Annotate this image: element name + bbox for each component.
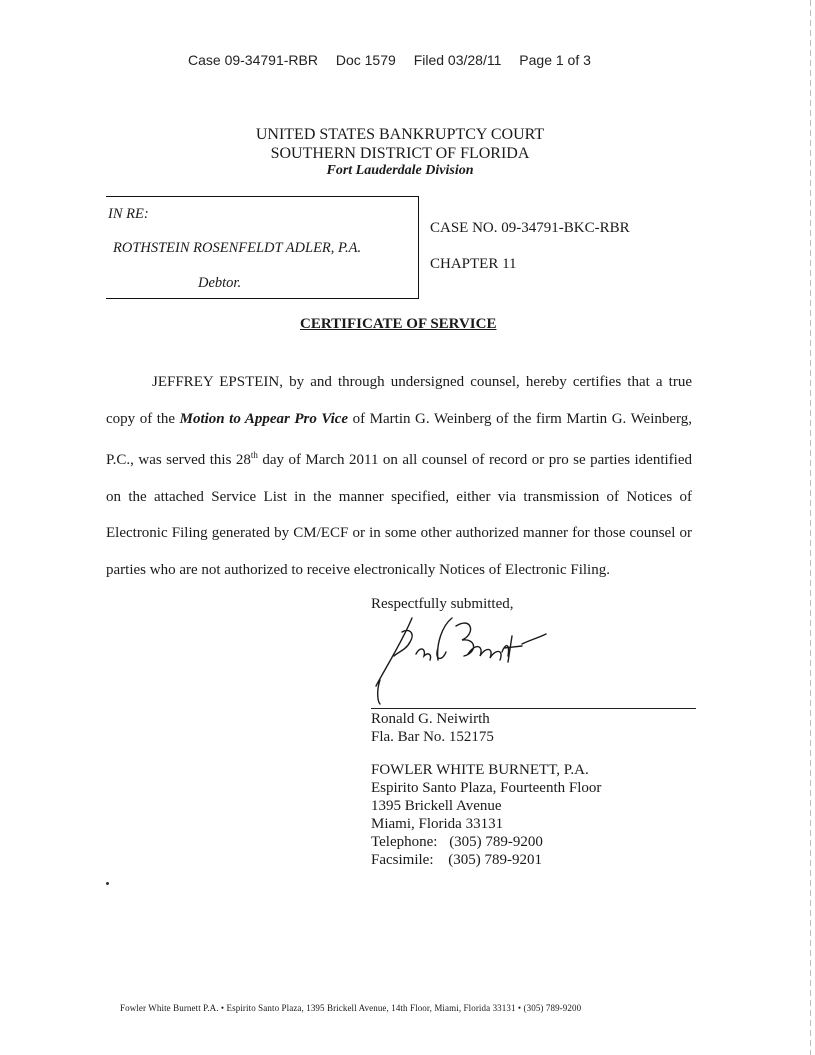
telephone [371,834,543,851]
header-page: Page 1 of 3 [519,52,591,68]
signature-line [371,708,696,709]
debtor-label: Debtor. [198,275,242,291]
body-text-3: day of March 2011 on all counsel of record or pro se parties identified on the attached Service List in the manner specified, either via transmission of Notices of Electronic Filing generated by CM/ECF or in some other authorized manner for those counsel or parties who are not authorized to receive electronically Notices of Electronic Filing. [106,452,692,578]
bar-number: Fla. Bar No. 152175 [371,729,494,745]
firm-name: FOWLER WHITE BURNETT, P.A. [371,762,589,778]
body-text-1: JEFFREY EPSTEIN, by and through undersigned counsel, hereby certifies that a true copy of the [106,374,692,427]
motion-title: Motion to Appear Pro Vice [179,410,349,427]
facsimile-number: (305) 789-9201 [448,852,542,868]
document-title: CERTIFICATE OF SERVICE [300,316,497,332]
page-edge-line [810,0,811,1055]
court-district: SOUTHERN DISTRICT OF FLORIDA [270,145,530,162]
telephone-number: (305) 789-9200 [449,834,543,850]
header-doc: Doc 1579 [335,52,396,68]
chapter: CHAPTER 11 [430,256,517,272]
case-number: CASE NO. 09-34791-BKC-RBR [430,220,630,236]
telephone-label: Telephone: [371,834,438,850]
footer-address: Fowler White Burnett P.A. • Espirito Santo Plaza, 1395 Brickell Avenue, 14th Floor, Miami, Florida 33131 • (305) 789-9200 [120,1003,582,1013]
address-line-3: Miami, Florida 33131 [371,816,504,832]
debtor-name: ROTHSTEIN ROSENFELDT ADLER, P.A. [113,240,362,256]
docket-header [188,52,605,68]
ordinal-suffix: th [250,450,258,460]
address-line-2: 1395 Brickell Avenue [371,798,502,814]
address-line-1: Espirito Santo Plaza, Fourteenth Floor [371,780,602,796]
header-case: Case 09-34791-RBR [188,52,318,68]
header-filed: Filed 03/28/11 [413,52,502,68]
attorney-name: Ronald G. Neiwirth [371,711,490,727]
in-re-label: IN RE: [108,206,149,222]
scan-speck [106,882,109,885]
handwritten-signature [372,612,552,708]
facsimile [371,852,542,869]
facsimile-label: Facsimile: [371,852,434,868]
closing: Respectfully submitted, [371,596,514,612]
certificate-body [106,364,692,588]
body-text-2: of Martin G. Weinberg of the firm Martin G. Weinberg, P.C., was served this 28 [106,410,692,468]
court-division: Fort Lauderdale Division [326,163,474,178]
court-name: UNITED STATES BANKRUPTCY COURT [255,126,545,143]
